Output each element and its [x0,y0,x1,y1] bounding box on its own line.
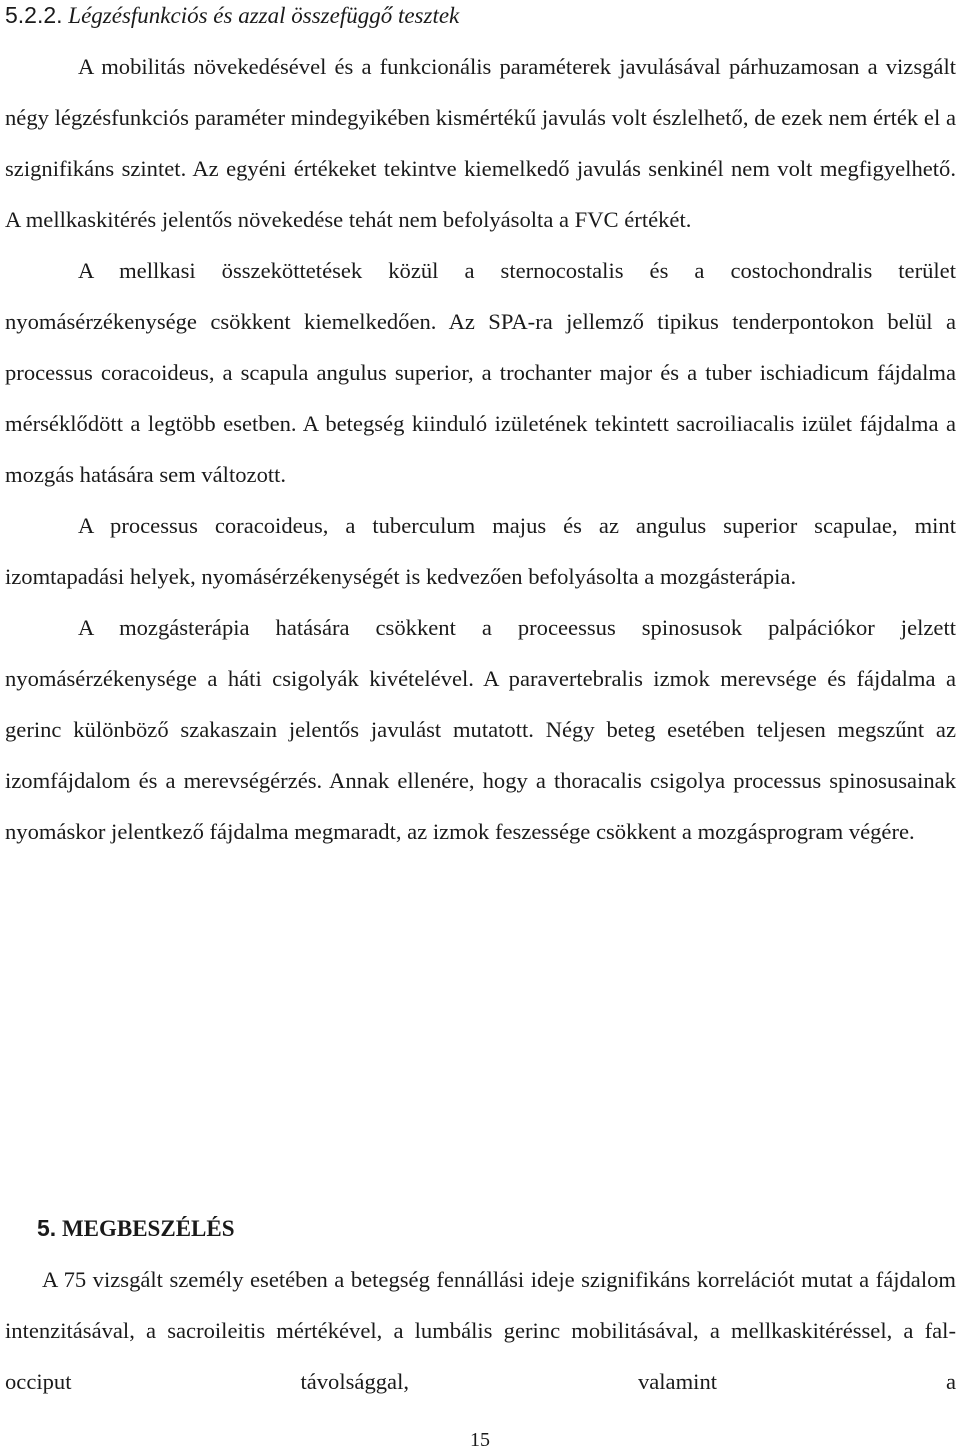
section-heading [5,0,956,31]
chapter-body [5,1254,956,1407]
paragraph: A mellkasi összeköttetések közül a sternocostalis és a costochondralis terület nyomásérzékenysége csökkent kiemelkedően. Az SPA-ra jellemző tipikus tenderpontokon belül a processus coracoideus, a scapula angulus superior, a trochanter major és a tuber ischiadicum fájdalma mérséklődött a legtöbb esetben. A betegség kiinduló izületének tekintett sacroiliacalis izület fájdalma a mozgás hatására sem változott. [5,258,956,487]
chapter-number: 5. [37,1215,57,1241]
chapter-paragraph: A 75 vizsgált személy esetében a betegség fennállási ideje szignifikáns korrelációt mutat a fájdalom intenzitásával, a sacroileitis mértékével, a lumbális gerinc mobilitásával, a mellkaskitéréssel, a fal-occiput távolsággal, valamint a [5,1267,956,1394]
chapter-heading [37,1203,235,1254]
section-number: 5.2.2. [5,2,63,28]
chapter-title: MEGBESZÉLÉS [61,1216,235,1241]
section-title: Légzésfunkciós és azzal összefüggő tesztek [68,3,460,28]
page-number: 15 [470,1429,490,1451]
paragraph: A mobilitás növekedésével és a funkcionális paraméterek javulásával párhuzamosan a vizsgált négy légzésfunkciós paraméter mindegyikében kismértékű javulás volt észlelhető, de ezek nem érték el a szignifikáns szintet. Az egyéni értékeket tekintve kiemelkedő javulás senkinél nem volt megfigyelhető. A mellkaskitérés jelentős növekedése tehát nem befolyásolta a FVC értékét. [5,54,956,232]
paragraph: A mozgásterápia hatására csökkent a proceessus spinosusok palpációkor jelzett nyomásérzékenysége a háti csigolyák kivételével. A paravertebralis izmok merevsége és fájdalma a gerinc különböző szakaszain jelentős javulást mutatott. Négy beteg esetében teljesen megszűnt az izomfájdalom és a merevségérzés. Annak ellenére, hogy a thoracalis csigolya processus spinosusainak nyomáskor jelentkező fájdalma megmaradt, az izmok feszessége csökkent a mozgásprogram végére. [5,615,956,844]
document-page [5,0,956,857]
paragraph: A processus coracoideus, a tuberculum majus és az angulus superior scapulae, mint izomtapadási helyek, nyomásérzékenységét is kedvezően befolyásolta a mozgásterápia. [5,513,956,589]
